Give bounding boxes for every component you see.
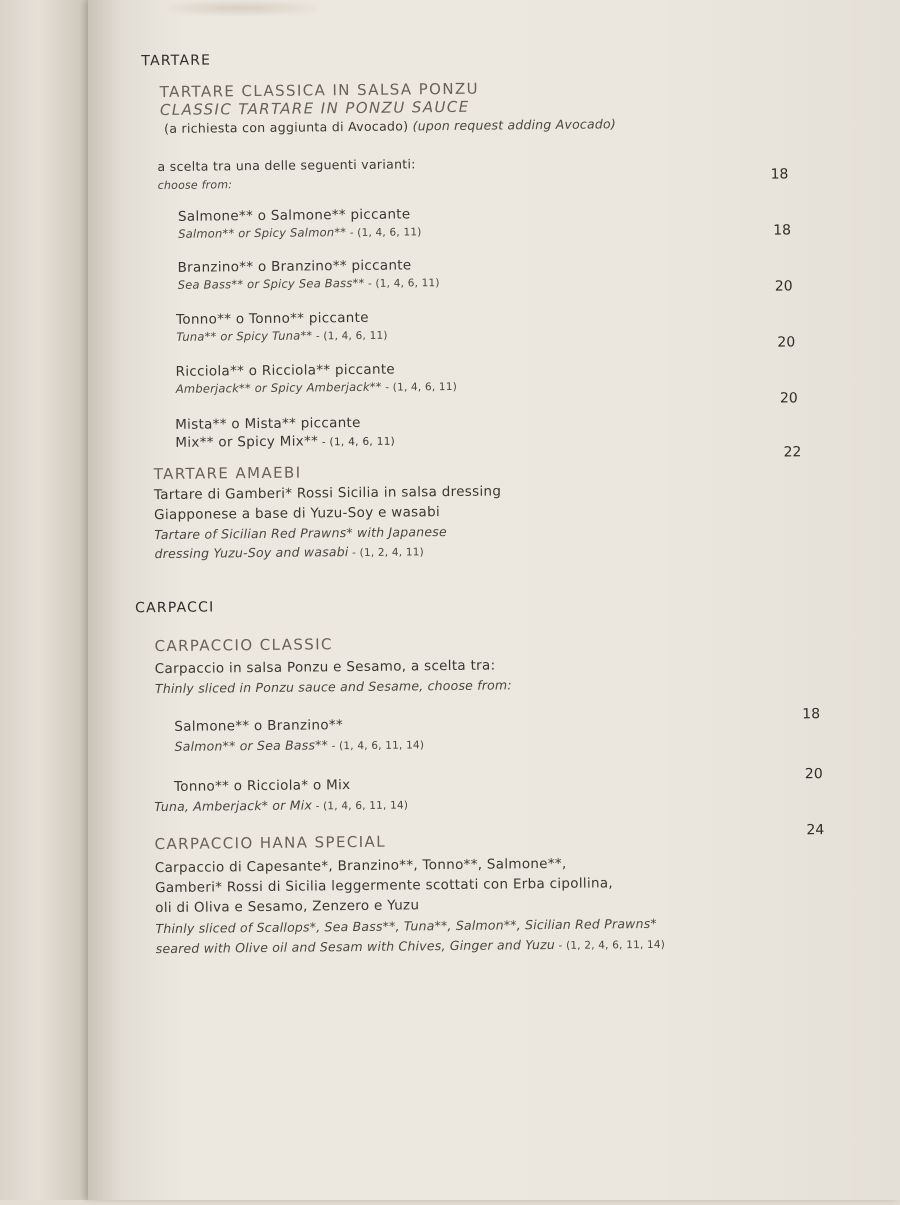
allergen-list: - (1, 4, 6, 11) (346, 226, 422, 240)
price: 18 (802, 706, 821, 723)
allergen-list: - (1, 2, 4, 11) (348, 546, 424, 560)
price: 18 (770, 166, 789, 183)
variant-name-it: Tonno** o Ricciola* o Mix (173, 777, 351, 795)
variant-en-text: Salmon** or Sea Bass** (174, 737, 329, 754)
variant-en-text: Tuna, Amberjack* or Mix (154, 797, 313, 815)
variant-name-it: Salmone** o Branzino** (174, 717, 344, 735)
choose-label-it: a scelta tra una delle seguenti varianti: (157, 156, 416, 175)
hana-desc-it-2: Gamberi* Rossi di Sicilia leggermente scottati con Erba cipollina, (154, 875, 614, 897)
allergen-list: - (1, 4, 6, 11, 14) (311, 799, 409, 813)
variant-name-en (176, 379, 457, 396)
amaebi-desc-en-2 (154, 543, 423, 561)
allergen-list: - (1, 4, 6, 11) (364, 277, 440, 290)
allergen-list: - (1, 2, 4, 6, 11, 14) (554, 938, 666, 952)
dish-title-classica-it: TARTARE CLASSICA IN SALSA PONZU (159, 79, 480, 102)
variant-en-text: Amberjack** or Spicy Amberjack** (175, 379, 382, 396)
section-heading-tartare: TARTARE (141, 52, 212, 70)
hana-desc-it-3: oli di Oliva e Sesamo, Zenzero e Yuzu (155, 897, 420, 917)
hana-desc-it-1: Carpaccio di Capesante*, Branzino**, Tonno**, Salmone**, (154, 855, 567, 877)
allergen-list: - (1, 4, 6, 11) (381, 380, 458, 394)
variant-name-en (175, 433, 395, 451)
avocado-note-en: (upon request adding Avocado) (412, 116, 616, 134)
dish-title-hana-special: CARPACCIO HANA SPECIAL (154, 832, 387, 854)
hana-en-text: seared with Olive oil and Sesam with Chives, Ginger and Yuzu (155, 936, 556, 957)
variant-name-it: Ricciola** o Ricciola** piccante (175, 361, 396, 380)
variant-name-en (178, 275, 440, 292)
price-amaebi: 22 (783, 444, 802, 461)
variant-en-text: Salmon** or Spicy Salmon** (178, 225, 347, 241)
allergen-list: - (1, 4, 6, 11, 14) (327, 739, 425, 753)
carpaccio-classic-desc-it: Carpaccio in salsa Ponzu e Sesamo, a scelta tra: (154, 657, 496, 678)
avocado-note-it: (a richiesta con aggiunta di Avocado) (164, 118, 409, 136)
amaebi-desc-it-1: Tartare di Gamberi* Rossi Sicilia in salsa dressing (153, 483, 502, 504)
allergen-list: - (1, 4, 6, 11) (312, 329, 388, 343)
variant-name-it: Salmone** o Salmone** piccante (177, 206, 411, 225)
avocado-note (164, 116, 616, 136)
variant-name-it: Mista** o Mista** piccante (175, 414, 361, 433)
carpaccio-classic-desc-en: Thinly sliced in Ponzu sauce and Sesame, choose from: (154, 677, 512, 697)
variant-en-text: Sea Bass** or Spicy Sea Bass** (177, 275, 365, 292)
allergen-list: - (1, 4, 6, 11) (318, 435, 396, 449)
choose-label-en: choose from: (157, 178, 233, 193)
variant-name-en (178, 224, 421, 241)
price: 20 (777, 334, 796, 351)
amaebi-desc-it-2: Giapponese a base di Yuzu-Soy e wasabi (154, 504, 441, 524)
variant-en-text: Mix** or Spicy Mix** (175, 433, 319, 451)
variant-name-it: Branzino** o Branzino** piccante (177, 257, 412, 276)
section-heading-carpacci: CARPACCI (135, 599, 215, 617)
dish-title-amaebi: TARTARE AMAEBI (153, 463, 302, 484)
dish-title-classica-en: CLASSIC TARTARE IN PONZU SAUCE (159, 97, 470, 120)
variant-name-en (154, 796, 408, 814)
price: 18 (773, 222, 792, 239)
variant-name-en (176, 328, 387, 344)
hana-desc-en-2 (156, 936, 666, 956)
price-hana: 24 (806, 822, 825, 839)
amaebi-desc-en-1: Tartare of Sicilian Red Prawns* with Japanese (154, 524, 447, 543)
dish-title-carpaccio-classic: CARPACCIO CLASSIC (154, 635, 333, 656)
variant-name-it: Tonno** o Tonno** piccante (176, 309, 369, 328)
price: 20 (774, 278, 793, 295)
hana-desc-en-1: Thinly sliced of Scallops*, Sea Bass**, Tuna**, Salmon**, Sicilian Red Prawns* (155, 915, 657, 937)
variant-name-en (174, 736, 424, 754)
variant-en-text: Tuna** or Spicy Tuna** (176, 328, 313, 344)
price: 20 (804, 766, 823, 783)
amaebi-en-text: dressing Yuzu-Soy and wasabi (154, 544, 349, 562)
price: 20 (779, 390, 798, 407)
